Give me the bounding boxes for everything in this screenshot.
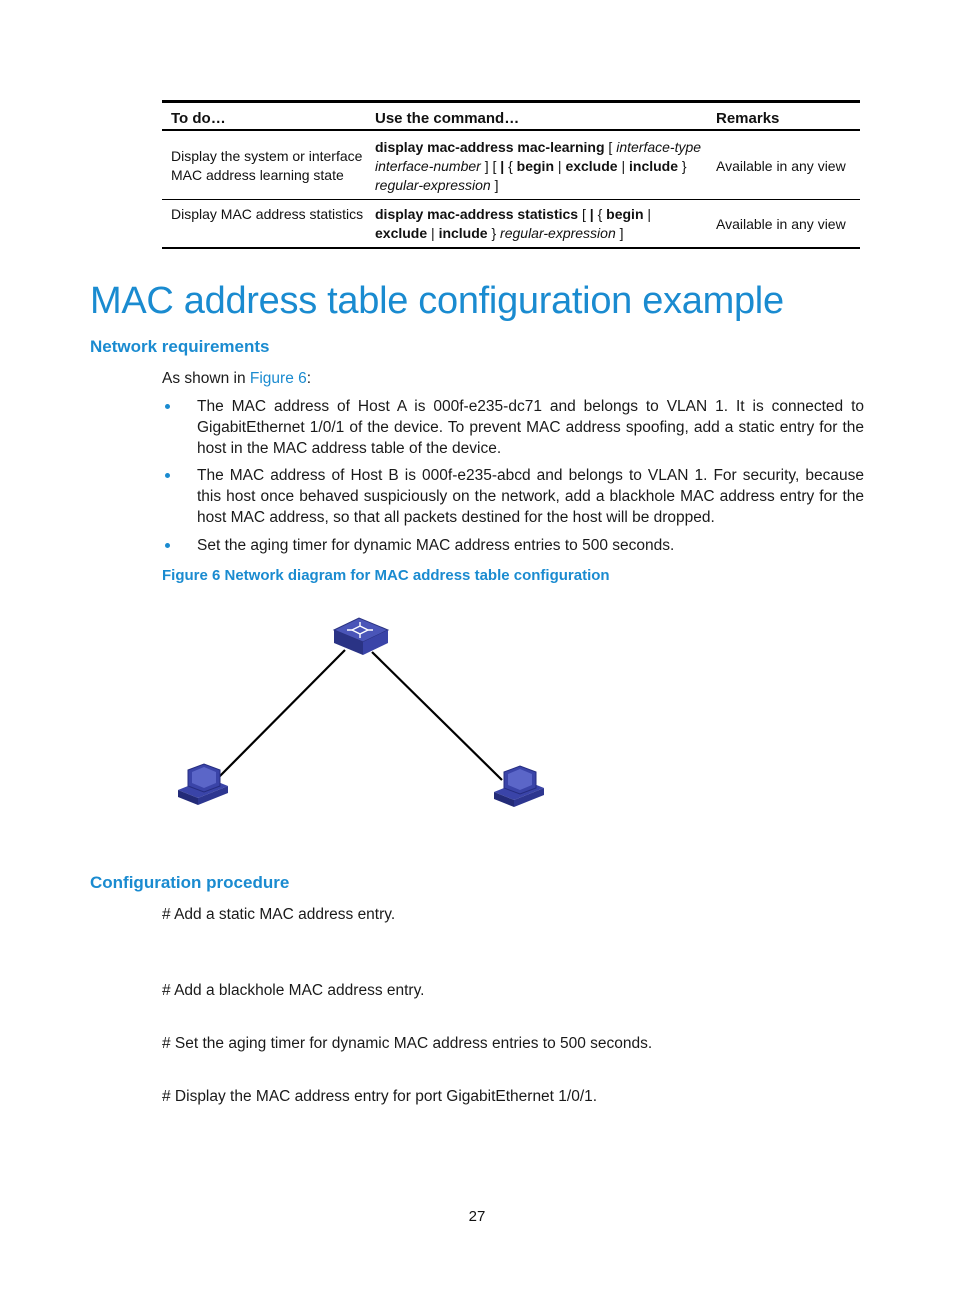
host-a-icon bbox=[178, 764, 228, 805]
network-diagram bbox=[160, 600, 580, 830]
link-host-b bbox=[372, 652, 502, 780]
intro-paragraph: As shown in Figure 6: bbox=[162, 370, 312, 387]
bullet-marker bbox=[165, 404, 170, 409]
step-static-entry: # Add a static MAC address entry. bbox=[162, 906, 396, 923]
table-header-todo: To do… bbox=[171, 110, 226, 127]
table-cell-todo: Display MAC address statistics bbox=[171, 206, 364, 222]
switch-icon bbox=[334, 618, 388, 655]
command-table bbox=[162, 100, 860, 250]
table-row-rule bbox=[162, 199, 860, 200]
table-cell-todo: Display the system or interface MAC address learning state bbox=[171, 148, 363, 183]
step-display-entry: # Display the MAC address entry for port GigabitEthernet 1/0/1. bbox=[162, 1088, 598, 1105]
table-header-command: Use the command… bbox=[375, 110, 520, 127]
figure-caption: Figure 6 Network diagram for MAC address table configuration bbox=[162, 567, 610, 584]
page-title: MAC address table configuration example bbox=[90, 280, 784, 322]
bullet-item: Set the aging timer for dynamic MAC address entries to 500 seconds. bbox=[197, 537, 675, 554]
bullet-marker bbox=[165, 543, 170, 548]
step-aging-timer: # Set the aging timer for dynamic MAC address entries to 500 seconds. bbox=[162, 1035, 653, 1052]
table-header-remarks: Remarks bbox=[716, 110, 780, 127]
table-header-rule bbox=[162, 129, 860, 131]
table-top-rule bbox=[162, 100, 860, 103]
table-cell-command: display mac-address statistics [ | { begin | exclude | include } regular-expression ] bbox=[375, 206, 652, 241]
host-b-icon bbox=[494, 766, 544, 807]
table-bottom-rule bbox=[162, 247, 860, 249]
table-cell-remarks: Available in any view bbox=[716, 216, 846, 232]
step-blackhole-entry: # Add a blackhole MAC address entry. bbox=[162, 982, 425, 999]
link-host-a bbox=[218, 650, 345, 778]
section-heading-configuration-procedure: Configuration procedure bbox=[90, 873, 290, 892]
table-cell-remarks: Available in any view bbox=[716, 158, 846, 174]
table-cell-command: display mac-address mac-learning [ interface-type interface-number ] [ | { begin | exclude | include } regular-expression ] bbox=[375, 139, 702, 193]
section-heading-network-requirements: Network requirements bbox=[90, 337, 270, 356]
bullet-item: The MAC address of Host B is 000f-e235-abcd and belongs to VLAN 1. For security, because this host once behaved suspiciously on the network, add a blackhole MAC address entry for the host MAC address, so that all packets destined for the host will be dropped. bbox=[197, 467, 864, 526]
figure-6-link[interactable]: Figure 6 bbox=[249, 370, 307, 387]
bullet-marker bbox=[165, 473, 170, 478]
page-number: 27 bbox=[468, 1208, 486, 1225]
bullet-item: The MAC address of Host A is 000f-e235-dc71 and belongs to VLAN 1. It is connected to GigabitEthernet 1/0/1 of the device. To prevent MAC address spoofing, add a static entry for the host in the MAC address table of the device. bbox=[197, 398, 864, 457]
